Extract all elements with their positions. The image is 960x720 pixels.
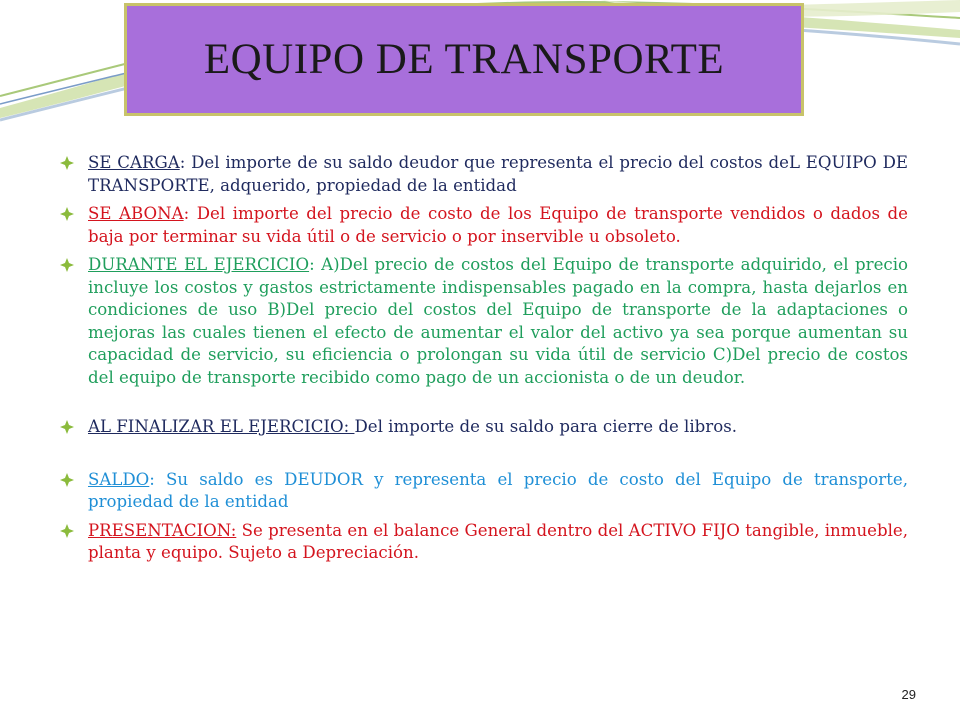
item-label: PRESENTACION:: [88, 520, 237, 540]
diamond-bullet-icon: [60, 207, 74, 221]
bullet-item-se-abona: [60, 203, 908, 248]
item-text: Del importe de su saldo deudor que representa el precio del costos deL EQUIPO DE TRANSPORTE, adquerido, propiedad de la entidad: [88, 153, 908, 195]
bullet-item-al-finalizar-el-ejercicio: [60, 416, 908, 439]
item-text: Del importe del precio de costo de los Equipo de transporte vendidos o dados de baja por terminar su vida útil o de servicio o por inservible u obsoleto.: [88, 204, 908, 246]
item-label: AL FINALIZAR EL EJERCICIO:: [88, 417, 355, 436]
diamond-bullet-icon: [60, 524, 74, 538]
item-label: SE CARGA: [88, 153, 180, 172]
item-separator: :: [309, 255, 315, 274]
slide-content: [60, 152, 908, 565]
item-separator: :: [183, 204, 190, 223]
slide-title: EQUIPO DE TRANSPORTE: [203, 36, 725, 83]
item-label: SE ABONA: [88, 204, 184, 223]
bullet-item-durante-el-ejercicio: [60, 254, 908, 389]
item-text: Su saldo es DEUDOR y representa el precio de costo del Equipo de transporte, propiedad de la entidad: [88, 469, 908, 511]
diamond-bullet-icon: [60, 420, 74, 434]
diamond-bullet-icon: [60, 156, 74, 170]
item-text: Del importe de su saldo para cierre de libros.: [354, 417, 737, 436]
slide-title-box: [124, 3, 804, 116]
bullet-item-saldo: [60, 469, 908, 514]
item-separator: :: [179, 153, 186, 172]
item-separator: :: [149, 469, 155, 489]
item-label: SALDO: [88, 469, 150, 489]
bullet-item-se-carga: [60, 152, 908, 197]
diamond-bullet-icon: [60, 473, 74, 487]
item-label: DURANTE EL EJERCICIO: [88, 255, 310, 274]
item-text: A)Del precio de costos del Equipo de transporte adquirido, el precio incluye los costos y gastos estrictamente indispensables pagado en la compra, hasta dejarlos en condiciones de uso B)Del precio del costos del Equipo de transporte de la adaptaciones o mejoras las cuales tienen el efecto de aumentar el valor del activo ya sea porque aumentan su capacidad de servicio, su eficiencia o prolongan su vida útil de servicio C)Del precio de costos del equipo de transporte recibido como pago de un accionista o de un deudor.: [88, 255, 908, 387]
item-text: Se presenta en el balance General dentro del ACTIVO FIJO tangible, inmueble, planta y equipo. Sujeto a Depreciación.: [88, 520, 908, 562]
page-number: 29: [901, 687, 916, 702]
bullet-item-presentacion: [60, 520, 908, 565]
diamond-bullet-icon: [60, 258, 74, 272]
